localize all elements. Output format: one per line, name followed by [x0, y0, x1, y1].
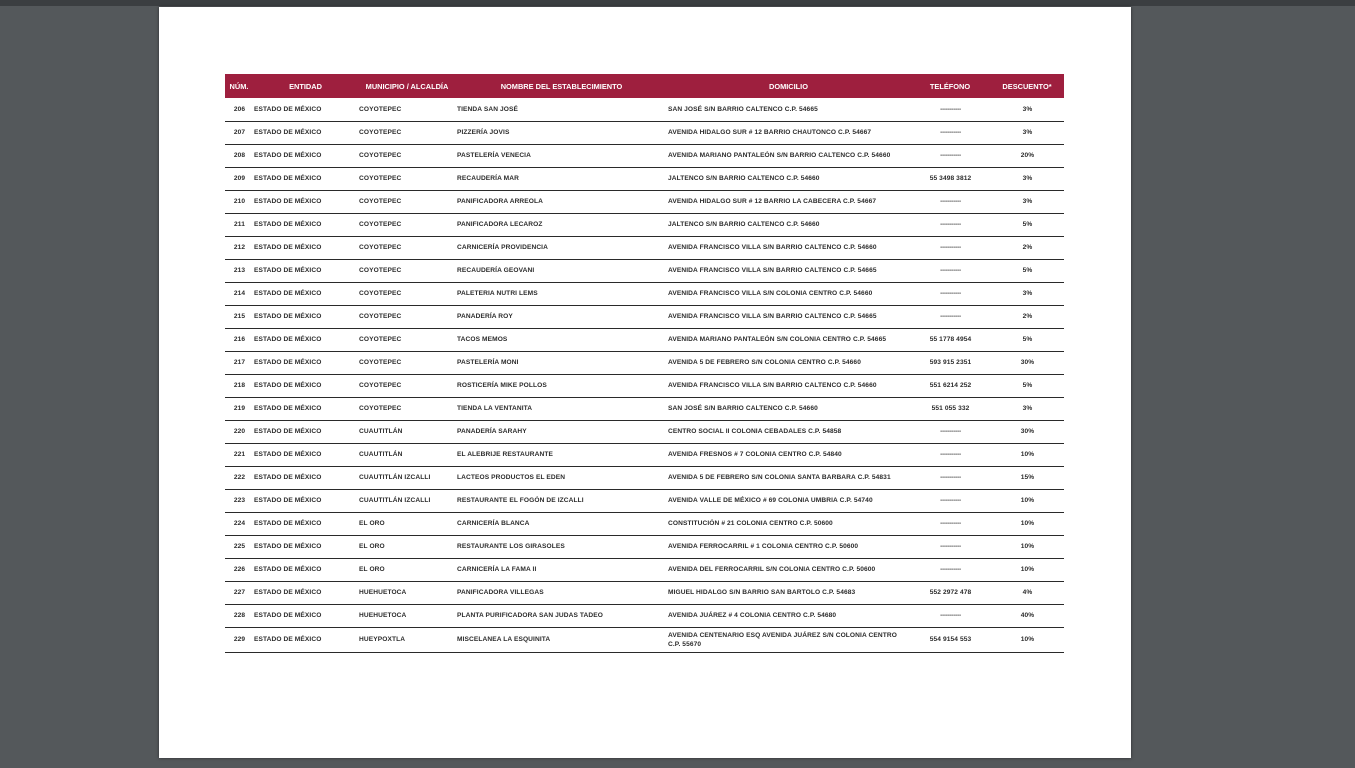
cell-municipio: COYOTEPEC — [359, 152, 402, 159]
table-row — [225, 420, 1064, 443]
cell-entidad: ESTADO DE MÉXICO — [254, 244, 322, 251]
cell-nombre: PASTELERÍA VENECIA — [457, 152, 531, 159]
cell-num: 228 — [233, 612, 246, 619]
cell-municipio: COYOTEPEC — [359, 313, 402, 320]
cell-domicilio: AVENIDA FRANCISCO VILLA S/N BARRIO CALTENCO C.P. 54660 — [668, 244, 877, 251]
cell-nombre: RECAUDERÍA MAR — [457, 175, 519, 182]
cell-entidad: ESTADO DE MÉXICO — [254, 175, 322, 182]
cell-num: 206 — [233, 105, 246, 113]
cell-municipio: CUAUTITLÁN IZCALLI — [359, 497, 431, 504]
cell-descuento: 10% — [1020, 566, 1035, 573]
cell-telefono: ----------- — [940, 451, 961, 458]
cell-municipio: COYOTEPEC — [359, 198, 402, 205]
cell-domicilio: SAN JOSÉ S/N BARRIO CALTENCO C.P. 54665 — [668, 105, 818, 113]
cell-num: 216 — [233, 336, 246, 343]
cell-nombre: RESTAURANTE LOS GIRASOLES — [457, 543, 565, 550]
table-row — [225, 627, 1064, 652]
cell-domicilio: AVENIDA DEL FERROCARRIL S/N COLONIA CENTRO C.P. 50600 — [668, 566, 876, 573]
cell-nombre: PASTELERÍA MONI — [457, 359, 519, 366]
cell-nombre: CARNICERÍA BLANCA — [457, 520, 530, 527]
header-num: NÚM. — [229, 81, 249, 91]
table-row — [225, 466, 1064, 489]
cell-entidad: ESTADO DE MÉXICO — [254, 221, 322, 228]
cell-descuento: 10% — [1020, 451, 1035, 458]
cell-descuento: 30% — [1020, 428, 1035, 435]
cell-municipio: COYOTEPEC — [359, 359, 402, 366]
table-row — [225, 443, 1064, 466]
cell-descuento: 3% — [1022, 105, 1033, 113]
cell-entidad: ESTADO DE MÉXICO — [254, 198, 322, 205]
table-row — [225, 351, 1064, 374]
cell-entidad: ESTADO DE MÉXICO — [254, 405, 322, 412]
cell-telefono: ----------- — [940, 497, 961, 504]
cell-domicilio: AVENIDA FRANCISCO VILLA S/N BARRIO CALTENCO C.P. 54665 — [668, 267, 877, 274]
cell-telefono: ----------- — [940, 566, 961, 573]
cell-telefono: 551 055 332 — [931, 405, 970, 412]
cell-num: 224 — [233, 520, 246, 527]
cell-entidad: ESTADO DE MÉXICO — [254, 105, 322, 113]
header-telefono: TELÉFONO — [929, 81, 971, 91]
cell-municipio: COYOTEPEC — [359, 129, 402, 136]
table-body — [225, 98, 1064, 652]
cell-telefono: ----------- — [940, 198, 961, 205]
cell-descuento: 3% — [1022, 405, 1033, 412]
cell-municipio: COYOTEPEC — [359, 382, 402, 389]
table-header — [225, 74, 1064, 98]
cell-telefono: ----------- — [940, 129, 961, 136]
cell-domicilio: AVENIDA 5 DE FEBRERO S/N COLONIA SANTA BARBARA C.P. 54831 — [668, 474, 891, 481]
cell-nombre: CARNICERÍA LA FAMA II — [457, 566, 537, 573]
cell-descuento: 20% — [1020, 152, 1035, 159]
cell-telefono: ----------- — [940, 105, 961, 113]
table-row — [225, 558, 1064, 581]
cell-telefono: 551 6214 252 — [929, 382, 972, 389]
cell-telefono: ----------- — [940, 221, 961, 228]
table-row — [225, 282, 1064, 305]
viewer-top-bar — [0, 0, 1355, 6]
table-row — [225, 213, 1064, 236]
cell-nombre: TIENDA SAN JOSÉ — [457, 105, 518, 113]
cell-entidad: ESTADO DE MÉXICO — [254, 290, 322, 297]
cell-descuento: 10% — [1020, 543, 1035, 550]
cell-num: 227 — [233, 589, 246, 596]
cell-nombre: PANADERÍA ROY — [457, 313, 513, 320]
cell-descuento: 2% — [1022, 244, 1033, 251]
header-domicilio: DOMICILIO — [768, 81, 808, 91]
cell-num: 218 — [233, 382, 246, 389]
table-row — [225, 328, 1064, 351]
cell-domicilio: AVENIDA VALLE DE MÉXICO # 69 COLONIA UMBRIA C.P. 54740 — [668, 497, 873, 504]
cell-municipio: HUEHUETOCA — [359, 612, 407, 619]
table-row — [225, 581, 1064, 604]
cell-nombre: TACOS MEMOS — [457, 336, 508, 343]
cell-telefono: 55 3498 3812 — [929, 175, 972, 182]
cell-num: 212 — [233, 244, 246, 251]
cell-entidad: ESTADO DE MÉXICO — [254, 359, 322, 366]
cell-domicilio: AVENIDA CENTENARIO ESQ AVENIDA JUÁREZ S/N COLONIA CENTRO C.P. 55670 — [668, 631, 897, 648]
cell-entidad: ESTADO DE MÉXICO — [254, 612, 322, 619]
cell-municipio: EL ORO — [359, 520, 385, 527]
cell-descuento: 15% — [1020, 474, 1035, 481]
cell-nombre: LACTEOS PRODUCTOS EL EDEN — [457, 474, 566, 481]
cell-descuento: 3% — [1022, 175, 1033, 182]
cell-nombre: RECAUDERÍA GEOVANI — [457, 267, 535, 274]
cell-nombre: PANIFICADORA LECAROZ — [457, 221, 543, 228]
cell-telefono: ----------- — [940, 244, 961, 251]
cell-num: 209 — [233, 175, 246, 182]
header-entidad: ENTIDAD — [289, 81, 322, 91]
table-row — [225, 167, 1064, 190]
cell-entidad: ESTADO DE MÉXICO — [254, 152, 322, 159]
cell-entidad: ESTADO DE MÉXICO — [254, 313, 322, 320]
cell-municipio: EL ORO — [359, 543, 385, 550]
cell-telefono: 593 915 2351 — [929, 359, 972, 366]
cell-municipio: COYOTEPEC — [359, 405, 402, 412]
pdf-page — [159, 7, 1131, 758]
cell-domicilio: AVENIDA JUÁREZ # 4 COLONIA CENTRO C.P. 54680 — [668, 612, 837, 619]
table-row — [225, 512, 1064, 535]
cell-domicilio: CENTRO SOCIAL II COLONIA CEBADALES C.P. 54858 — [668, 428, 842, 435]
cell-domicilio: AVENIDA FRANCISCO VILLA S/N BARRIO CALTENCO C.P. 54660 — [668, 382, 877, 389]
cell-num: 229 — [233, 636, 246, 643]
cell-municipio: COYOTEPEC — [359, 105, 402, 113]
cell-domicilio: AVENIDA 5 DE FEBRERO S/N COLONIA CENTRO C.P. 54660 — [668, 359, 861, 366]
cell-telefono: ----------- — [940, 612, 961, 619]
cell-telefono: 552 2972 478 — [929, 589, 972, 596]
cell-entidad: ESTADO DE MÉXICO — [254, 451, 322, 458]
cell-nombre: ROSTICERÍA MIKE POLLOS — [457, 382, 547, 389]
cell-entidad: ESTADO DE MÉXICO — [254, 589, 322, 596]
cell-municipio: COYOTEPEC — [359, 244, 402, 251]
table-row — [225, 604, 1064, 627]
cell-descuento: 5% — [1022, 267, 1033, 274]
cell-municipio: COYOTEPEC — [359, 221, 402, 228]
cell-telefono: 55 1778 4954 — [929, 336, 972, 343]
cell-telefono: ----------- — [940, 267, 961, 274]
table-row — [225, 259, 1064, 282]
cell-domicilio: AVENIDA MARIANO PANTALEÓN S/N BARRIO CALTENCO C.P. 54660 — [668, 152, 891, 159]
cell-entidad: ESTADO DE MÉXICO — [254, 474, 322, 481]
cell-nombre: MISCELANEA LA ESQUINITA — [457, 636, 551, 643]
cell-entidad: ESTADO DE MÉXICO — [254, 636, 322, 643]
cell-num: 211 — [234, 221, 245, 228]
cell-domicilio: AVENIDA HIDALGO SUR # 12 BARRIO CHAUTONCO C.P. 54667 — [668, 129, 872, 136]
cell-municipio: COYOTEPEC — [359, 290, 402, 297]
cell-num: 226 — [233, 566, 246, 573]
table-row — [225, 144, 1064, 167]
table-row — [225, 236, 1064, 259]
cell-descuento: 10% — [1020, 636, 1035, 643]
table-row — [225, 190, 1064, 213]
cell-domicilio: SAN JOSÉ S/N BARRIO CALTENCO C.P. 54660 — [668, 405, 818, 412]
cell-nombre: CARNICERÍA PROVIDENCIA — [457, 244, 548, 251]
cell-nombre: PLANTA PURIFICADORA SAN JUDAS TADEO — [457, 612, 603, 619]
cell-nombre: RESTAURANTE EL FOGÓN DE IZCALLI — [457, 497, 584, 504]
header-municipio: MUNICIPIO / ALCALDÍA — [365, 81, 449, 91]
cell-nombre: TIENDA LA VENTANITA — [457, 405, 533, 412]
cell-telefono: ----------- — [940, 313, 961, 320]
table-row — [225, 305, 1064, 328]
cell-domicilio: AVENIDA FERROCARRIL # 1 COLONIA CENTRO C.P. 50600 — [668, 543, 859, 550]
table-row — [225, 397, 1064, 420]
header-descuento: DESCUENTO* — [1002, 81, 1052, 91]
cell-entidad: ESTADO DE MÉXICO — [254, 129, 322, 136]
cell-nombre: PALETERIA NUTRI LEMS — [457, 290, 538, 297]
cell-num: 215 — [233, 313, 246, 320]
cell-domicilio: AVENIDA FRANCISCO VILLA S/N COLONIA CENTRO C.P. 54660 — [668, 290, 873, 297]
table-row — [225, 98, 1064, 121]
cell-entidad: ESTADO DE MÉXICO — [254, 382, 322, 389]
cell-entidad: ESTADO DE MÉXICO — [254, 520, 322, 527]
cell-telefono: ----------- — [940, 520, 961, 527]
cell-entidad: ESTADO DE MÉXICO — [254, 428, 322, 435]
cell-num: 221 — [233, 451, 246, 458]
establishments-table — [225, 74, 1064, 653]
cell-domicilio: AVENIDA FRANCISCO VILLA S/N BARRIO CALTENCO C.P. 54665 — [668, 313, 877, 320]
cell-domicilio: AVENIDA HIDALGO SUR # 12 BARRIO LA CABECERA C.P. 54667 — [668, 198, 877, 205]
cell-domicilio: AVENIDA MARIANO PANTALEÓN S/N COLONIA CENTRO C.P. 54665 — [668, 336, 887, 343]
cell-descuento: 4% — [1022, 589, 1033, 596]
cell-municipio: CUAUTITLÁN — [359, 428, 403, 435]
cell-domicilio: AVENIDA FRESNOS # 7 COLONIA CENTRO C.P. 54840 — [668, 451, 842, 458]
cell-num: 207 — [233, 129, 246, 136]
cell-descuento: 5% — [1022, 221, 1033, 228]
cell-nombre: PIZZERÍA JOVIS — [457, 129, 510, 136]
cell-num: 222 — [233, 474, 246, 481]
cell-num: 219 — [233, 405, 246, 412]
cell-entidad: ESTADO DE MÉXICO — [254, 497, 322, 504]
table-row — [225, 489, 1064, 512]
cell-telefono: ----------- — [940, 428, 961, 435]
cell-telefono: ----------- — [940, 474, 961, 481]
table-row — [225, 374, 1064, 397]
cell-entidad: ESTADO DE MÉXICO — [254, 336, 322, 343]
cell-telefono: ----------- — [940, 152, 961, 159]
cell-num: 225 — [233, 543, 246, 550]
header-nombre: NOMBRE DEL ESTABLECIMIENTO — [500, 81, 623, 91]
cell-nombre: PANADERÍA SARAHY — [457, 428, 527, 435]
cell-descuento: 5% — [1022, 336, 1033, 343]
cell-nombre: PANIFICADORA ARREOLA — [457, 198, 544, 205]
cell-num: 217 — [233, 359, 246, 366]
cell-entidad: ESTADO DE MÉXICO — [254, 566, 322, 573]
cell-municipio: HUEHUETOCA — [359, 589, 407, 596]
cell-descuento: 10% — [1020, 497, 1035, 504]
cell-num: 208 — [233, 152, 246, 159]
cell-domicilio: CONSTITUCIÓN # 21 COLONIA CENTRO C.P. 50600 — [668, 520, 833, 527]
cell-nombre: EL ALEBRIJE RESTAURANTE — [457, 451, 553, 458]
cell-municipio: COYOTEPEC — [359, 175, 402, 182]
cell-descuento: 3% — [1022, 290, 1033, 297]
cell-descuento: 5% — [1022, 382, 1033, 389]
cell-descuento: 10% — [1020, 520, 1035, 527]
cell-num: 223 — [233, 497, 246, 504]
cell-descuento: 40% — [1020, 612, 1035, 619]
cell-num: 220 — [233, 428, 246, 435]
cell-num: 213 — [233, 267, 246, 274]
cell-municipio: COYOTEPEC — [359, 336, 402, 343]
cell-descuento: 2% — [1022, 313, 1033, 320]
cell-entidad: ESTADO DE MÉXICO — [254, 543, 322, 550]
cell-telefono: ----------- — [940, 543, 961, 550]
cell-municipio: HUEYPOXTLA — [359, 636, 406, 643]
table-row — [225, 535, 1064, 558]
cell-domicilio: JALTENCO S/N BARRIO CALTENCO C.P. 54660 — [668, 175, 820, 182]
cell-municipio: CUAUTITLÁN — [359, 451, 403, 458]
cell-entidad: ESTADO DE MÉXICO — [254, 267, 322, 274]
cell-municipio: CUAUTITLÁN IZCALLI — [359, 474, 431, 481]
cell-num: 210 — [233, 198, 246, 205]
cell-descuento: 3% — [1022, 198, 1033, 205]
cell-descuento: 30% — [1020, 359, 1035, 366]
cell-telefono: ----------- — [940, 290, 961, 297]
cell-domicilio: MIGUEL HIDALGO S/N BARRIO SAN BARTOLO C.P. 54683 — [668, 589, 856, 596]
cell-domicilio: JALTENCO S/N BARRIO CALTENCO C.P. 54660 — [668, 221, 820, 228]
cell-telefono: 554 9154 553 — [929, 636, 972, 643]
cell-nombre: PANIFICADORA VILLEGAS — [457, 589, 544, 596]
cell-municipio: COYOTEPEC — [359, 267, 402, 274]
cell-descuento: 3% — [1022, 129, 1033, 136]
table-row — [225, 121, 1064, 144]
cell-num: 214 — [233, 290, 246, 297]
cell-municipio: EL ORO — [359, 566, 385, 573]
